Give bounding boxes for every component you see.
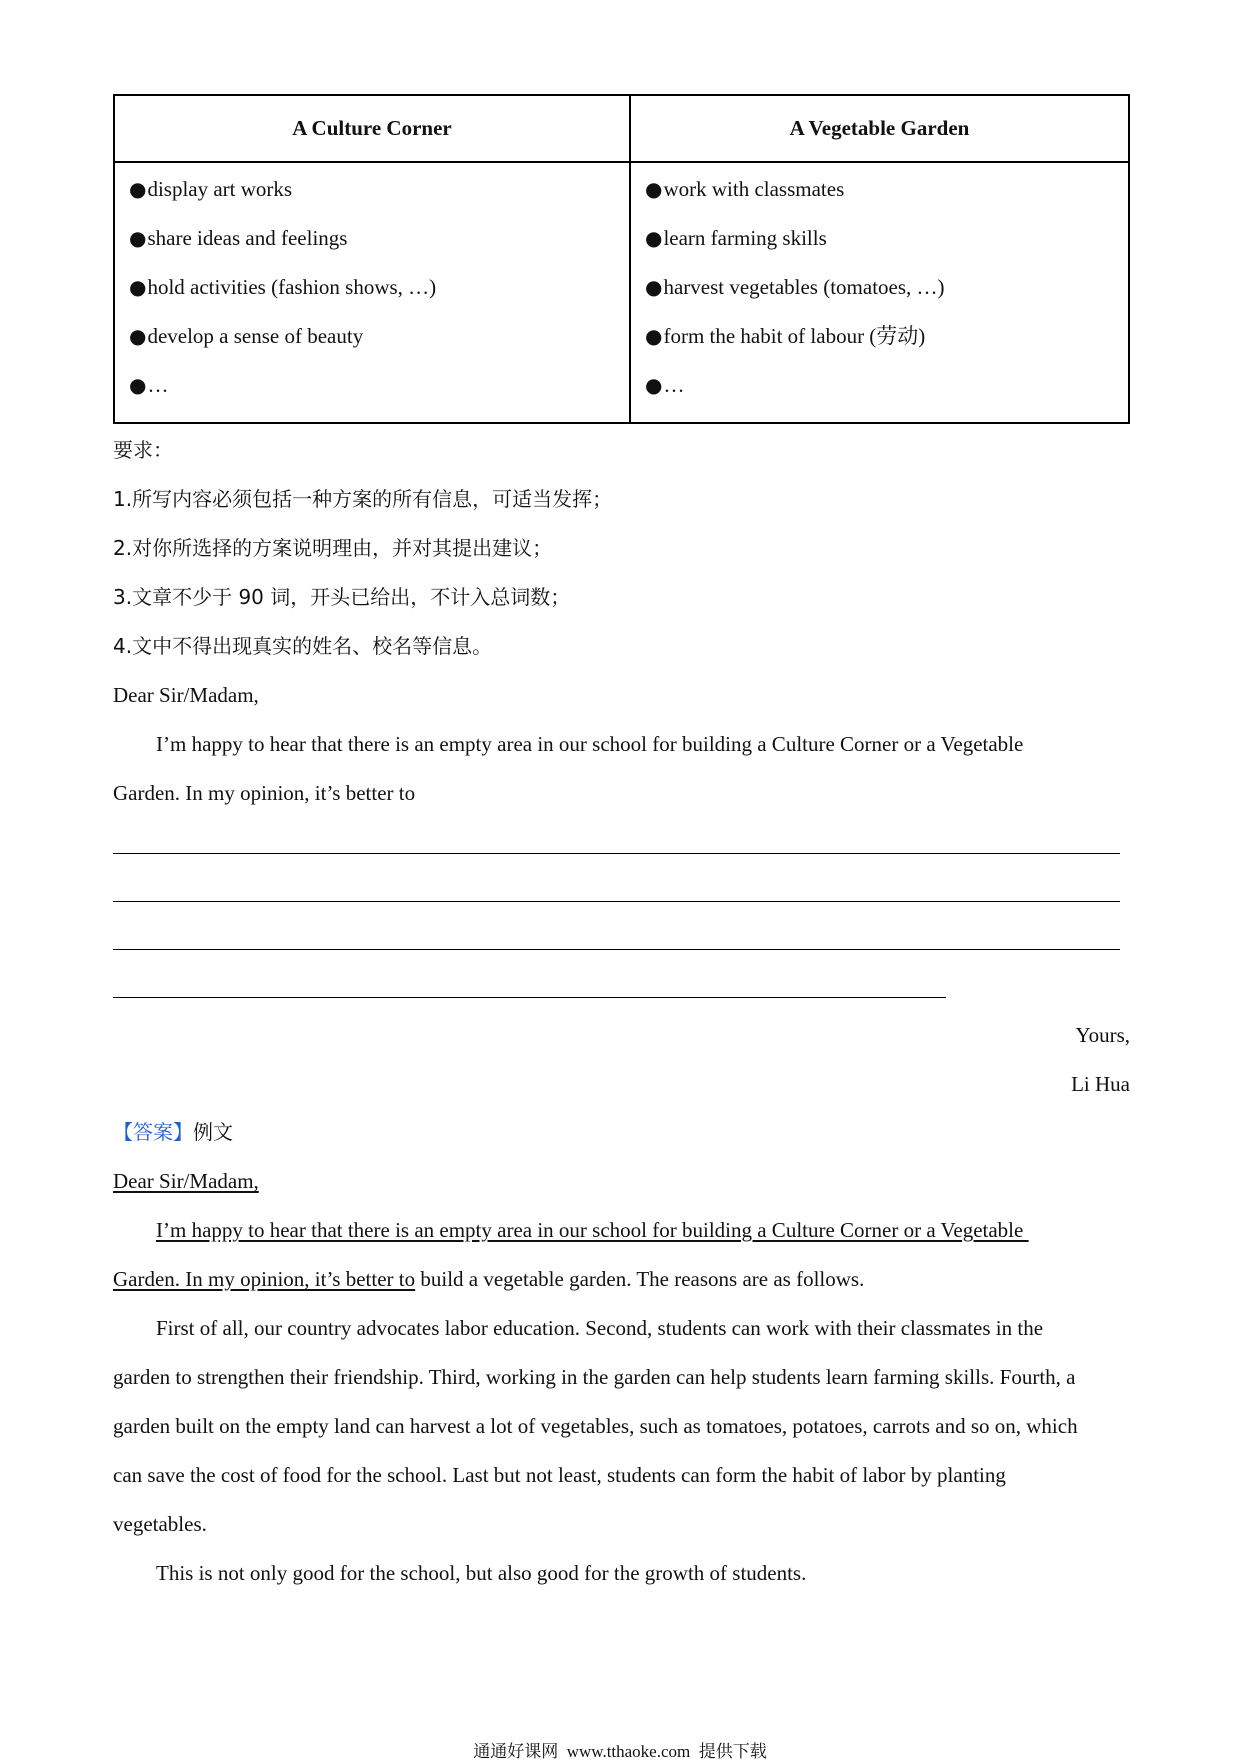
culture-corner-cell: [115, 163, 629, 422]
answer-tag: 【答案】: [113, 1120, 193, 1144]
vegetable-garden-cell: [629, 163, 1128, 422]
options-table: [113, 94, 1130, 424]
answer-para2-line: can save the cost of food for the school. Last but not least, students can form the habit of labor by planting: [113, 1463, 1006, 1487]
requirement-item: 2.对你所选择的方案说明理由，并对其提出建议；: [113, 536, 553, 560]
answer-para2-line: garden to strengthen their friendship. Third, working in the garden can help students learn farming skills. Fourth, a: [113, 1365, 1076, 1389]
answer-line1: [156, 1217, 1029, 1243]
letter-salutation: Dear Sir/Madam,: [113, 683, 259, 707]
answer-line2-rest: build a vegetable garden. The reasons are as follows.: [415, 1267, 865, 1291]
footer-suffix: 提供下载: [698, 1742, 767, 1762]
list-item: ● form the habit of labour (劳动): [645, 324, 1128, 373]
answer-para2-line: garden built on the empty land can harvest a lot of vegetables, such as tomatoes, potatoes, carrots and so on, which: [113, 1414, 1078, 1438]
writing-line: [113, 949, 1120, 950]
footer-site-name: 通通好课网: [473, 1742, 559, 1762]
letter-opening-line1: I’m happy to hear that there is an empty area in our school for building a Culture Corner or a Vegetable: [156, 732, 1024, 756]
list-item: ● hold activities (fashion shows, …): [129, 275, 629, 324]
list-item: ● harvest vegetables (tomatoes, …): [645, 275, 1128, 324]
culture-corner-header: A Culture Corner: [292, 116, 452, 140]
list-item: ● display art works: [129, 177, 629, 226]
list-item: ● develop a sense of beauty: [129, 324, 629, 373]
requirement-item: 1.所写内容必须包括一种方案的所有信息，可适当发挥；: [113, 487, 613, 511]
table-body-row: [115, 163, 1128, 422]
answer-line1-text: I’m happy to hear that there is an empty area in our school for building a Culture Corner or a Vegetable: [156, 1218, 1029, 1242]
requirements-title: 要求：: [113, 438, 173, 462]
answer-heading: [113, 1119, 233, 1145]
page-footer: [0, 1737, 1240, 1762]
list-item: ● learn farming skills: [645, 226, 1128, 275]
table-header-row: [115, 96, 1128, 163]
answer-line2: [113, 1266, 864, 1292]
letter-signature: Li Hua: [1071, 1072, 1130, 1096]
list-item: ● …: [645, 373, 1128, 422]
culture-corner-list: [115, 163, 629, 422]
answer-line2-underlined: Garden. In my opinion, it’s better to: [113, 1267, 416, 1291]
answer-para3: This is not only good for the school, but also good for the growth of students.: [156, 1561, 807, 1585]
writing-line: [113, 997, 946, 998]
answer-label: 例文: [193, 1120, 233, 1144]
footer-url[interactable]: www.tthaoke.com: [566, 1742, 691, 1761]
answer-para2-line: vegetables.: [113, 1512, 207, 1536]
letter-closing: Yours,: [1075, 1023, 1130, 1047]
requirement-item: 3.文章不少于 90 词，开头已给出，不计入总词数；: [113, 585, 571, 609]
requirement-item: 4.文中不得出现真实的姓名、校名等信息。: [113, 634, 493, 658]
list-item: ● …: [129, 373, 629, 422]
answer-para2-line: First of all, our country advocates labor education. Second, students can work with their classmates in the: [156, 1316, 1044, 1340]
letter-opening-line2: Garden. In my opinion, it’s better to: [113, 781, 416, 805]
writing-line: [113, 901, 1120, 902]
vegetable-garden-header: A Vegetable Garden: [629, 96, 1128, 161]
list-item: ● share ideas and feelings: [129, 226, 629, 275]
vegetable-garden-list: [631, 163, 1128, 422]
writing-line: [113, 853, 1120, 854]
list-item: ● work with classmates: [645, 177, 1128, 226]
answer-salutation: Dear Sir/Madam,: [113, 1169, 259, 1193]
